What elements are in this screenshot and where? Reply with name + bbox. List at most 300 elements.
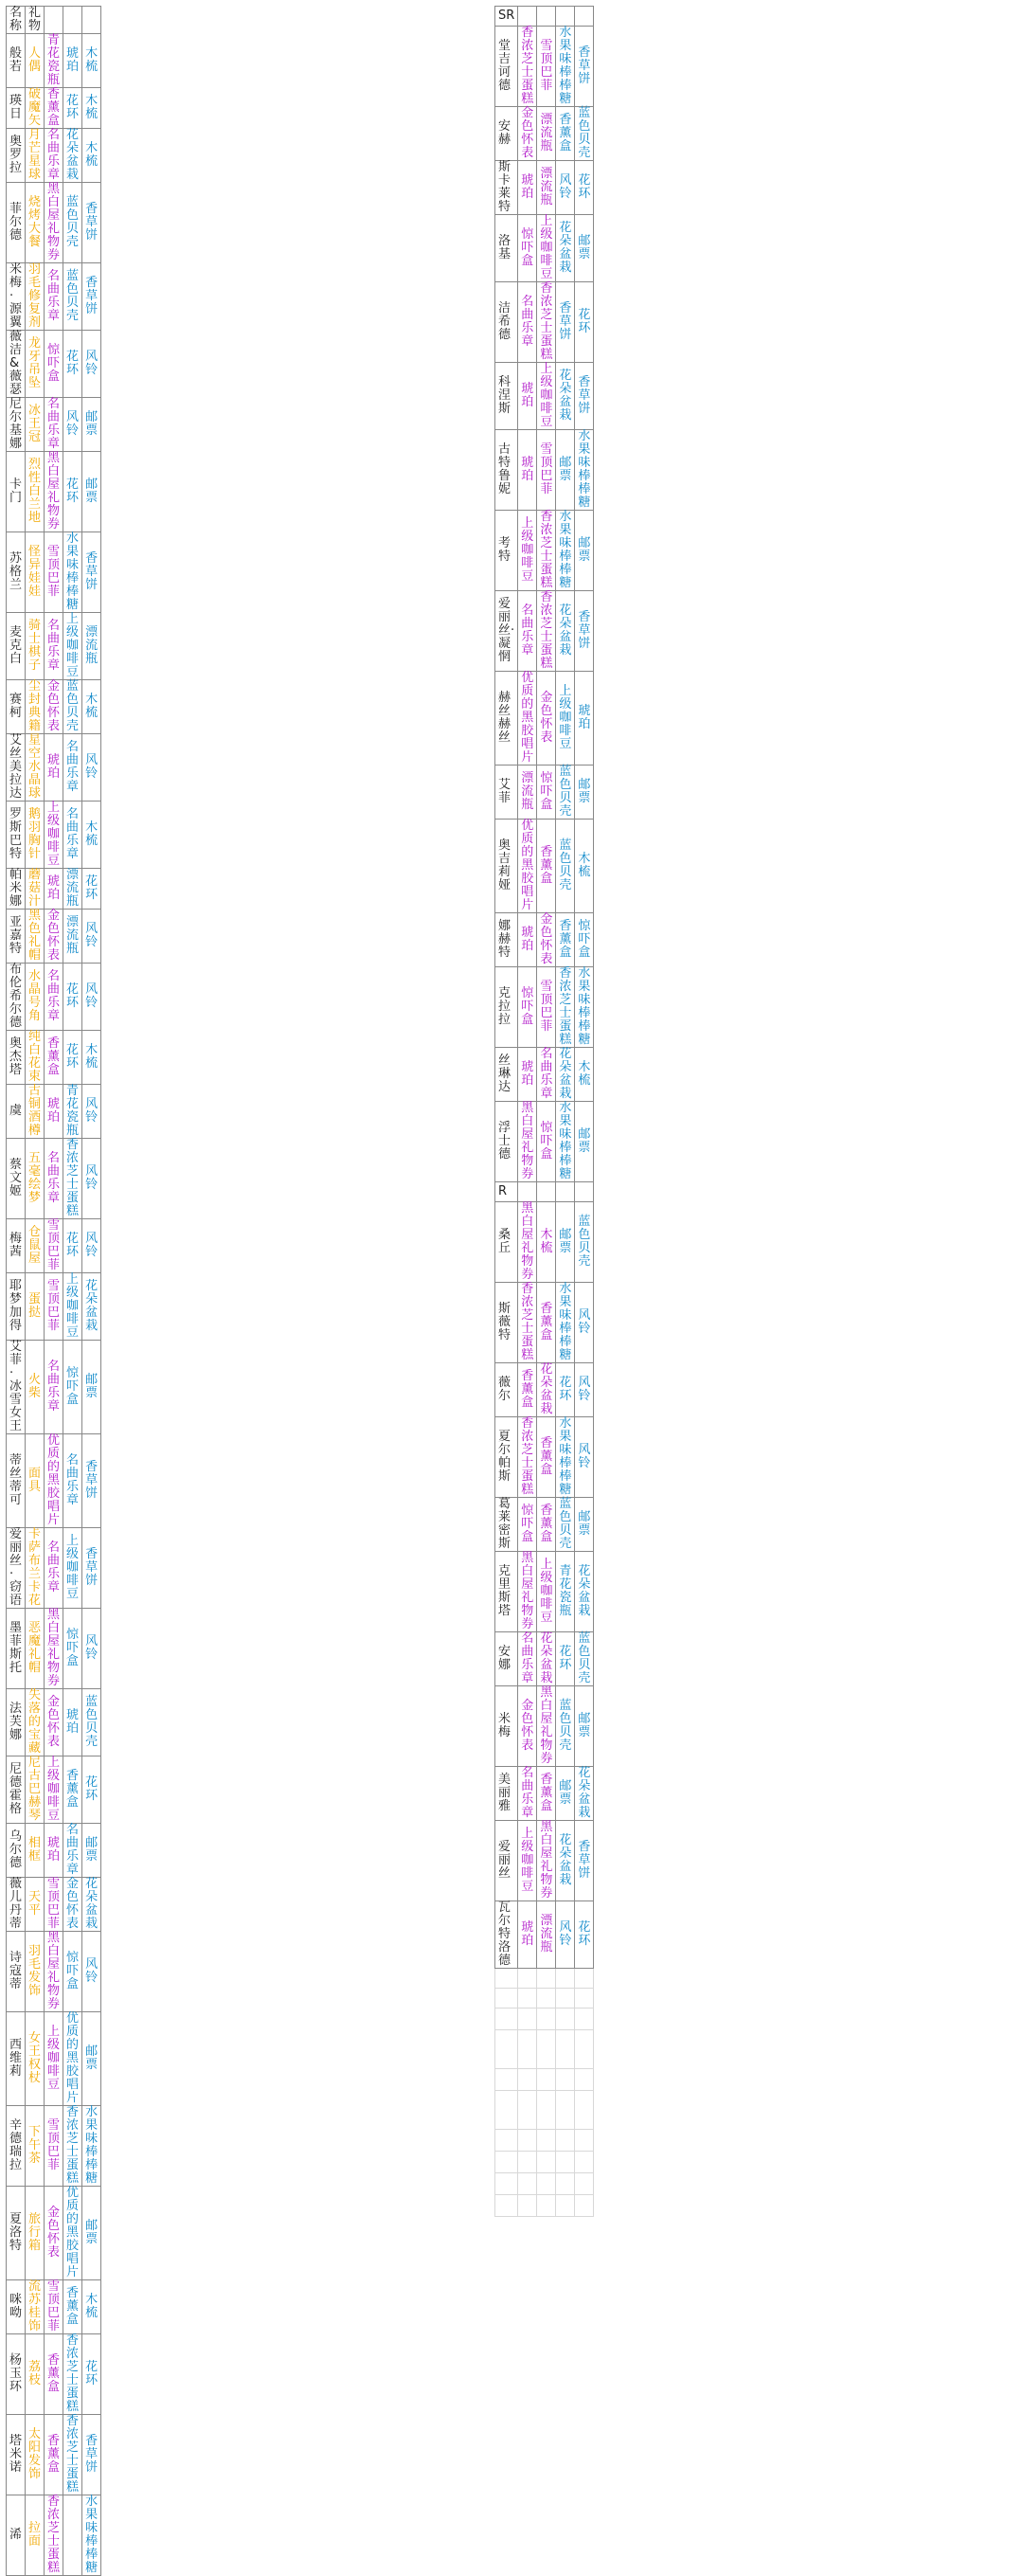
gift-cell: 邮票 [82, 1824, 101, 1878]
gift-cell: 香薰盒 [63, 2280, 82, 2334]
table-row [495, 1048, 594, 1102]
gift-cell: 金色怀表 [537, 672, 556, 766]
character-name-cell: 爱丽丝·窃语 [7, 1528, 26, 1609]
empty-cell [575, 2130, 594, 2152]
gift-cell: 蓝色贝壳 [556, 1686, 575, 1767]
empty-cell [518, 2195, 537, 2217]
gift-cell: 蘑菇汁 [26, 869, 45, 910]
gift-cell: 雪顶巴菲 [45, 2106, 63, 2187]
gift-cell: 木梳 [82, 2280, 101, 2334]
table-row [7, 1085, 101, 1139]
sr-r-gift-table [494, 6, 594, 2217]
gift-cell: 水果味棒棒糖 [556, 511, 575, 591]
gift-cell: 香薰盒 [537, 820, 556, 913]
empty-cell [537, 2173, 556, 2195]
table-row [7, 1609, 101, 1689]
table-row [7, 1689, 101, 1756]
empty-cell [556, 2173, 575, 2195]
character-name-cell: 菲尔德 [7, 183, 26, 263]
character-name-cell: 安娜 [495, 1632, 518, 1686]
table-row [7, 34, 101, 88]
gift-cell: 雪顶巴菲 [45, 1273, 63, 1341]
gift-cell: 蓝色贝壳 [63, 263, 82, 331]
character-name-cell: 赫丝赫丝 [495, 672, 518, 766]
gift-cell: 琥珀 [63, 1689, 82, 1756]
table-row [495, 1498, 594, 1552]
empty-cell [537, 7, 556, 27]
empty-row [495, 2091, 594, 2130]
table-row [7, 964, 101, 1031]
empty-cell [495, 2173, 518, 2195]
gift-cell: 风铃 [82, 331, 101, 398]
table-row [7, 1878, 101, 1932]
gift-cell: 香浓芝士蛋糕 [537, 591, 556, 672]
gift-cell: 上级咖啡豆 [63, 613, 82, 680]
character-name-cell: 蒂丝蒂可 [7, 1434, 26, 1528]
empty-cell [556, 2091, 575, 2130]
gift-cell [63, 2495, 82, 2576]
gift-cell: 上级咖啡豆 [45, 802, 63, 869]
character-name-cell: 赛柯 [7, 680, 26, 734]
table-row [495, 913, 594, 967]
gift-cell: 邮票 [556, 430, 575, 511]
gift-cell: 星空水晶球 [26, 734, 45, 802]
table-row [7, 1932, 101, 2012]
table-row [7, 910, 101, 964]
empty-row [495, 2152, 594, 2173]
table-row [495, 1417, 594, 1498]
gift-cell: 烧烤大餐 [26, 183, 45, 263]
character-name-cell: 法芙娜 [7, 1689, 26, 1756]
table-row [495, 766, 594, 820]
gift-cell: 漂流瓶 [518, 766, 537, 820]
gift-cell: 风铃 [82, 1219, 101, 1273]
gift-cell: 名曲乐章 [45, 129, 63, 183]
gift-cell: 漂流瓶 [82, 613, 101, 680]
gift-cell: 骑士棋子 [26, 613, 45, 680]
character-name-cell: 艾菲·冰雪女王 [7, 1341, 26, 1434]
gift-cell: 木梳 [82, 88, 101, 129]
empty-row [495, 2173, 594, 2195]
table-row [495, 1686, 594, 1767]
empty-cell [495, 2152, 518, 2173]
gift-cell: 琥珀 [518, 161, 537, 215]
character-name-cell: 帕米娜 [7, 869, 26, 910]
gift-cell: 邮票 [575, 1686, 594, 1767]
gift-cell: 上级咖啡豆 [63, 1528, 82, 1609]
gift-cell: 香浓芝士蛋糕 [537, 511, 556, 591]
empty-cell [556, 1182, 575, 1202]
gift-cell: 名曲乐章 [45, 398, 63, 452]
gift-cell: 优质的黑胶唱片 [518, 820, 537, 913]
gift-cell: 花环 [575, 1901, 594, 1969]
character-name-cell: 艾菲 [495, 766, 518, 820]
gift-cell: 上级咖啡豆 [556, 672, 575, 766]
gift-cell: 花朵盆栽 [537, 1363, 556, 1417]
character-name-cell: 葛莱密斯 [495, 1498, 518, 1552]
character-name-cell: 考特 [495, 511, 518, 591]
gift-cell: 名曲乐章 [518, 1632, 537, 1686]
empty-row [495, 2195, 594, 2217]
gift-cell: 琥珀 [45, 869, 63, 910]
table-row [495, 1102, 594, 1182]
gift-cell: 金色怀表 [63, 1878, 82, 1932]
gift-cell: 花环 [575, 161, 594, 215]
character-name-cell: 桑丘 [495, 1202, 518, 1283]
gift-cell: 邮票 [575, 1102, 594, 1182]
empty-cell [537, 2130, 556, 2152]
empty-cell [556, 2130, 575, 2152]
character-name-cell: 堂吉诃德 [495, 27, 518, 107]
gift-cell: 冰王冠 [26, 398, 45, 452]
empty-cell [495, 2091, 518, 2130]
empty-cell [518, 2130, 537, 2152]
gift-cell: 上级咖啡豆 [518, 1821, 537, 1901]
gift-cell: 蓝色贝壳 [556, 820, 575, 913]
character-name-cell: 诗寇蒂 [7, 1932, 26, 2012]
gift-cell: 琥珀 [45, 1824, 63, 1878]
gift-cell: 香草饼 [575, 363, 594, 430]
empty-cell [495, 2069, 518, 2091]
gift-cell: 漂流瓶 [63, 910, 82, 964]
gift-cell: 上级咖啡豆 [45, 2012, 63, 2106]
r-section-label-cell: R [495, 1182, 518, 1202]
gift-cell: 木梳 [575, 820, 594, 913]
table-row [7, 613, 101, 680]
gift-cell: 优质的黑胶唱片 [518, 672, 537, 766]
gift-cell: 风铃 [82, 1139, 101, 1219]
table-row [7, 1341, 101, 1434]
gift-cell: 风铃 [82, 1085, 101, 1139]
gift-cell: 上级咖啡豆 [63, 1273, 82, 1341]
empty-cell [518, 2030, 537, 2069]
gift-cell: 邮票 [556, 1767, 575, 1821]
character-name-cell: 咪呦 [7, 2280, 26, 2334]
gift-cell: 上级咖啡豆 [537, 1552, 556, 1632]
gift-cell: 香草饼 [82, 1528, 101, 1609]
gift-cell: 邮票 [82, 452, 101, 532]
gift-cell: 花朵盆栽 [556, 363, 575, 430]
table-row [495, 161, 594, 215]
gift-cell: 流苏桂饰 [26, 2280, 45, 2334]
gift-cell: 香草饼 [82, 532, 101, 613]
gift-cell: 邮票 [82, 398, 101, 452]
character-name-cell: 斯卡莱特 [495, 161, 518, 215]
gift-cell: 金色怀表 [45, 910, 63, 964]
gift-cell: 香浓芝士蛋糕 [63, 2106, 82, 2187]
table-row [7, 532, 101, 613]
character-name-cell: 苏格兰 [7, 532, 26, 613]
sr-section-label [495, 7, 594, 27]
gift-cell: 邮票 [82, 2012, 101, 2106]
gift-cell: 惊吓盒 [518, 215, 537, 282]
gift-cell: 面具 [26, 1434, 45, 1528]
gift-cell: 惊吓盒 [63, 1932, 82, 2012]
table-row [7, 1273, 101, 1341]
gift-cell: 琥珀 [575, 672, 594, 766]
gift-cell: 花环 [63, 88, 82, 129]
empty-cell [575, 2173, 594, 2195]
gift-cell: 名曲乐章 [63, 734, 82, 802]
gift-cell: 雪顶巴菲 [537, 27, 556, 107]
gift-cell: 名曲乐章 [518, 282, 537, 363]
gift-cell: 香浓芝士蛋糕 [63, 2334, 82, 2415]
gift-cell: 金色怀表 [518, 1686, 537, 1767]
gift-cell: 惊吓盒 [63, 1341, 82, 1434]
gift-cell: 风铃 [82, 1609, 101, 1689]
gift-cell: 香草饼 [556, 282, 575, 363]
table-row [7, 869, 101, 910]
gift-cell: 黑白屋礼物券 [537, 1821, 556, 1901]
gift-cell: 惊吓盒 [537, 766, 556, 820]
empty-cell [537, 1969, 556, 1989]
empty-cell [495, 2130, 518, 2152]
gift-cell: 金色怀表 [518, 107, 537, 161]
empty-cell [537, 2069, 556, 2091]
gift-cell: 香薰盒 [537, 1283, 556, 1363]
table-row [495, 672, 594, 766]
gift-cell: 漂流瓶 [537, 161, 556, 215]
gift-cell: 蓝色贝壳 [575, 1632, 594, 1686]
empty-cell [518, 1182, 537, 1202]
empty-row [495, 2009, 594, 2030]
gift-cell: 下午茶 [26, 2106, 45, 2187]
table-row [495, 511, 594, 591]
gift-cell: 龙牙吊坠 [26, 331, 45, 398]
table-row [7, 734, 101, 802]
gift-cell: 花环 [556, 1632, 575, 1686]
table-row [7, 2334, 101, 2415]
character-name-cell: 洛基 [495, 215, 518, 282]
gift-cell: 名曲乐章 [518, 1767, 537, 1821]
gift-cell: 黑白屋礼物券 [45, 1932, 63, 2012]
gift-cell: 惊吓盒 [45, 331, 63, 398]
character-name-cell: 般若 [7, 34, 26, 88]
gift-cell: 上级咖啡豆 [45, 1756, 63, 1824]
table-row [495, 215, 594, 282]
table-row [7, 398, 101, 452]
sr-section-label-cell: SR [495, 7, 518, 27]
gift-cell: 风铃 [556, 1901, 575, 1969]
gift-cell: 木梳 [82, 802, 101, 869]
table-row [495, 1552, 594, 1632]
gift-cell: 拉面 [26, 2495, 45, 2576]
table-row [7, 1824, 101, 1878]
gift-cell: 名曲乐章 [45, 1341, 63, 1434]
gift-cell: 金色怀表 [45, 1689, 63, 1756]
gift-cell: 蓝色贝壳 [556, 1498, 575, 1552]
table-row [7, 680, 101, 734]
gift-cell: 香薰盒 [45, 1031, 63, 1085]
table-row [495, 1202, 594, 1283]
gift-cell: 羽毛修复剂 [26, 263, 45, 331]
empty-cell [537, 2195, 556, 2217]
gift-cell: 雪顶巴菲 [45, 532, 63, 613]
gift-cell: 邮票 [556, 1202, 575, 1283]
gift-cell: 黑白屋礼物券 [518, 1102, 537, 1182]
empty-cell [556, 2009, 575, 2030]
empty-cell [495, 2195, 518, 2217]
character-name-cell: 薇儿丹蒂 [7, 1878, 26, 1932]
gift-cell: 香薰盒 [45, 2334, 63, 2415]
character-name-cell: 虞 [7, 1085, 26, 1139]
character-name-cell: 杨玉环 [7, 2334, 26, 2415]
table-row [7, 2106, 101, 2187]
gift-cell: 花朵盆栽 [556, 1821, 575, 1901]
gift-cell: 水果味棒棒糖 [556, 1417, 575, 1498]
gift-cell: 名曲乐章 [63, 802, 82, 869]
empty-cell [495, 1989, 518, 2009]
gift-cell: 女王权杖 [26, 2012, 45, 2106]
gift-cell: 香草饼 [82, 183, 101, 263]
gift-cell: 风铃 [556, 161, 575, 215]
gift-cell: 上级咖啡豆 [537, 363, 556, 430]
gift-cell: 木梳 [82, 1031, 101, 1085]
table-row [495, 430, 594, 511]
character-name-cell: 麦克白 [7, 613, 26, 680]
gift-cell: 五毫绘梦 [26, 1139, 45, 1219]
gift-cell: 香浓芝士蛋糕 [63, 2415, 82, 2495]
gift-cell: 名曲乐章 [537, 1048, 556, 1102]
character-name-cell: 美丽雅 [495, 1767, 518, 1821]
gift-cell: 琥珀 [45, 734, 63, 802]
gift-cell: 香薰盒 [63, 1756, 82, 1824]
character-name-cell: 尼德霍格 [7, 1756, 26, 1824]
empty-cell [556, 2152, 575, 2173]
table-row [495, 1632, 594, 1686]
empty-cell [518, 1969, 537, 1989]
character-name-cell: 薇洁&薇瑟 [7, 331, 26, 398]
gift-cell: 金色怀表 [45, 680, 63, 734]
gift-cell: 花环 [556, 1363, 575, 1417]
r-section-label [495, 1182, 594, 1202]
gift-cell: 琥珀 [45, 1085, 63, 1139]
gift-cell: 花朵盆栽 [575, 1767, 594, 1821]
character-name-cell: 辛德瑞拉 [7, 2106, 26, 2187]
gift-cell: 青花瓷瓶 [556, 1552, 575, 1632]
table-row [495, 1363, 594, 1417]
gift-cell: 邮票 [82, 2187, 101, 2280]
gift-cell: 香草饼 [575, 591, 594, 672]
gift-cell: 香浓芝士蛋糕 [45, 2495, 63, 2576]
table-row [495, 591, 594, 672]
gift-cell: 破魔矢 [26, 88, 45, 129]
table-row [495, 1767, 594, 1821]
character-name-cell: 夏洛特 [7, 2187, 26, 2280]
gift-cell: 雪顶巴菲 [537, 967, 556, 1048]
character-name-cell: 艾丝美拉达 [7, 734, 26, 802]
table-row [7, 2012, 101, 2106]
empty-cell [575, 2030, 594, 2069]
table-row [7, 2187, 101, 2280]
gift-cell: 香草饼 [575, 1821, 594, 1901]
character-name-cell: 夏尔帕斯 [495, 1417, 518, 1498]
character-name-cell: 古特鲁妮 [495, 430, 518, 511]
gift-cell: 琥珀 [518, 913, 537, 967]
gift-cell: 蓝色贝壳 [63, 680, 82, 734]
gift-cell: 花环 [63, 452, 82, 532]
character-name-cell: 罗斯巴特 [7, 802, 26, 869]
gift-cell: 风铃 [575, 1363, 594, 1417]
gift-cell: 香薰盒 [556, 913, 575, 967]
gift-cell: 香薰盒 [537, 1498, 556, 1552]
empty-cell [518, 7, 537, 27]
gift-cell: 恶魔礼帽 [26, 1609, 45, 1689]
character-name-cell: 布伦希尔德 [7, 964, 26, 1031]
gift-cell: 蛋挞 [26, 1273, 45, 1341]
gift-cell: 花环 [82, 2334, 101, 2415]
empty-cell [556, 2195, 575, 2217]
gift-cell: 邮票 [82, 1341, 101, 1434]
character-name-cell: 耶梦加得 [7, 1273, 26, 1341]
table-row [7, 1031, 101, 1085]
gift-cell: 水晶号角 [26, 964, 45, 1031]
gift-cell: 蓝色贝壳 [575, 107, 594, 161]
gift-cell: 青花瓷瓶 [63, 1085, 82, 1139]
empty-cell [518, 2069, 537, 2091]
gift-cell: 木梳 [82, 34, 101, 88]
table-row [7, 1434, 101, 1528]
empty-cell [575, 2091, 594, 2130]
gift-cell: 木梳 [537, 1202, 556, 1283]
empty-row [495, 2069, 594, 2091]
empty-cell [495, 1969, 518, 1989]
gift-cell: 香薰盒 [45, 88, 63, 129]
gift-cell: 水果味棒棒糖 [82, 2106, 101, 2187]
gift-cell: 惊吓盒 [575, 913, 594, 967]
gift-cell: 黑色礼帽 [26, 910, 45, 964]
table-row [495, 1901, 594, 1969]
gift-cell: 花环 [63, 1219, 82, 1273]
table-row [7, 1528, 101, 1609]
empty-cell [537, 2152, 556, 2173]
character-name-cell: 瓦尔特洛德 [495, 1901, 518, 1969]
gift-cell: 金色怀表 [537, 913, 556, 967]
gift-cell: 香浓芝士蛋糕 [63, 1139, 82, 1219]
character-name-cell: 爱丽丝·凝惘 [495, 591, 518, 672]
gift-cell: 香薰盒 [45, 2415, 63, 2495]
table-row [7, 1756, 101, 1824]
gift-cell: 优质的黑胶唱片 [45, 1434, 63, 1528]
table-row [7, 802, 101, 869]
gift-cell: 香浓芝士蛋糕 [518, 27, 537, 107]
gift-cell: 水果味棒棒糖 [556, 27, 575, 107]
gift-cell: 蓝色贝壳 [82, 1689, 101, 1756]
table-row [495, 282, 594, 363]
gift-cell: 名曲乐章 [45, 1139, 63, 1219]
gift-cell: 上级咖啡豆 [518, 511, 537, 591]
gift-cell: 相框 [26, 1824, 45, 1878]
table-row [495, 820, 594, 913]
empty-cell [575, 1989, 594, 2009]
gift-cell: 花朵盆栽 [556, 215, 575, 282]
gift-cell: 邮票 [575, 215, 594, 282]
gift-cell: 水果味棒棒糖 [575, 430, 594, 511]
gift-cell: 香草饼 [82, 2415, 101, 2495]
gift-cell: 风铃 [82, 734, 101, 802]
character-name-cell: 丝琳达 [495, 1048, 518, 1102]
gift-cell: 邮票 [575, 1498, 594, 1552]
empty-cell [82, 7, 101, 34]
character-name-cell: 墨菲斯托 [7, 1609, 26, 1689]
gift-cell: 青花瓷瓶 [45, 34, 63, 88]
character-name-cell: 奥吉莉娅 [495, 820, 518, 913]
gift-cell: 香浓芝士蛋糕 [518, 1283, 537, 1363]
gift-cell: 香薰盒 [518, 1363, 537, 1417]
character-name-cell: 浠 [7, 2495, 26, 2576]
empty-cell [537, 1182, 556, 1202]
gift-cell: 风铃 [575, 1283, 594, 1363]
